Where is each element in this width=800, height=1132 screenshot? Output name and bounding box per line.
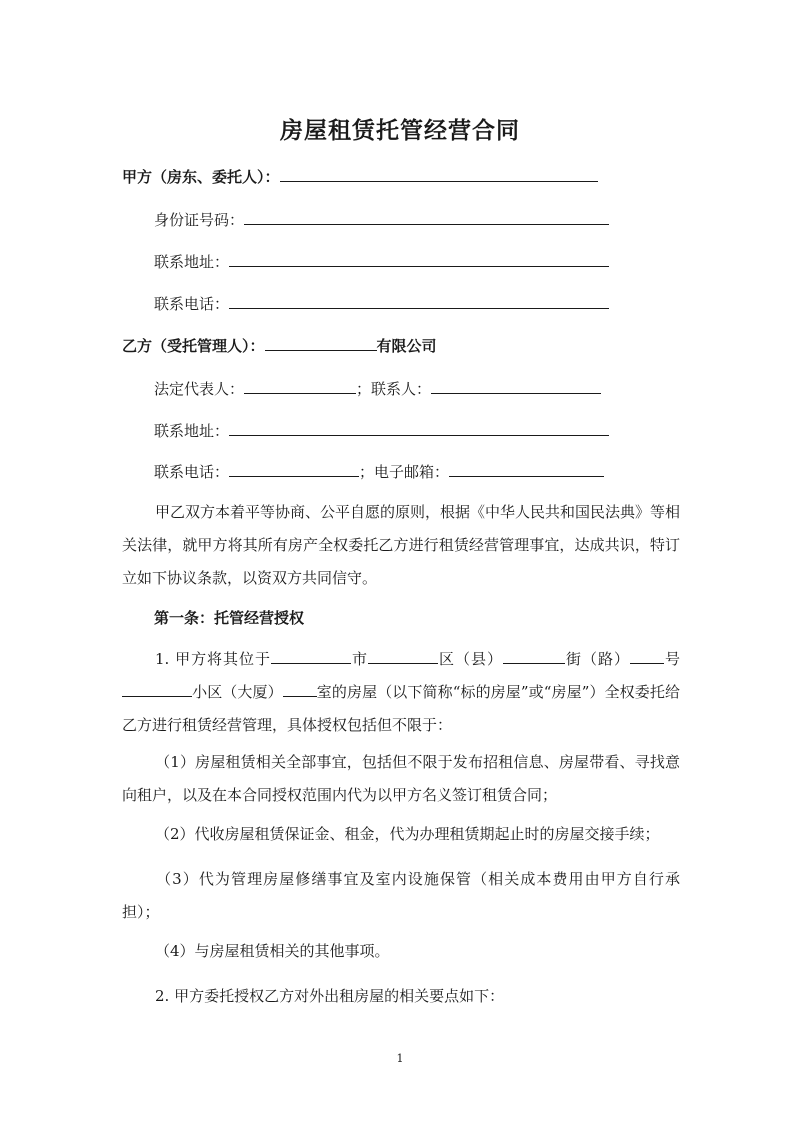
preamble-text: 甲乙双方本着平等协商、公平自愿的原则，根据《中华人民共和国民法典》等相关法律，就甲方将其所有房产全权委托乙方进行租赁经营管理事宜，达成共识，特订立如下协议条款，以资双方共同信守。 xyxy=(122,503,681,587)
party-a-id-line xyxy=(154,209,609,230)
clause-1-item-2 xyxy=(122,818,680,851)
street-label: 街（路） xyxy=(565,650,630,668)
clause-1-lead: 1. 甲方将其位于 xyxy=(155,650,272,668)
number-blank xyxy=(630,648,664,664)
party-b-email-label: ；电子邮箱： xyxy=(359,463,450,481)
item-1-text: （1）房屋租赁相关全部事宜，包括但不限于发布招租信息、房屋带看、寻找意向租户，以及在本合同授权范围内代为以甲方名义签订租赁合同； xyxy=(122,753,680,804)
party-a-address-blank xyxy=(229,251,609,267)
party-b-address-label: 联系地址： xyxy=(154,422,230,440)
clause-1-paragraph xyxy=(122,643,680,742)
city-blank xyxy=(271,648,351,664)
community-blank xyxy=(122,681,192,697)
party-b-contact-blank xyxy=(431,378,601,394)
party-b-legal-rep-label: 法定代表人： xyxy=(154,380,245,398)
clause-1-item-3 xyxy=(122,863,680,929)
district-label: 区（县） xyxy=(438,650,503,668)
party-b-email-blank xyxy=(449,461,604,477)
party-b-heading: 乙方（受托管理人）： xyxy=(122,337,265,355)
party-b-line xyxy=(122,335,437,356)
preamble-paragraph xyxy=(122,496,680,595)
clause-1-item-1 xyxy=(122,746,680,812)
party-a-address-label: 联系地址： xyxy=(154,253,230,271)
clause-1-rest: 室的房屋（以下简称“标的房屋”或“房屋”）全权委托给乙方进行租赁经营管理，具体授权包括但不限于： xyxy=(122,683,680,734)
street-blank xyxy=(503,648,565,664)
party-a-phone-label: 联系电话： xyxy=(154,295,230,313)
community-label: 小区（大厦） xyxy=(192,683,283,701)
document-title: 房屋租赁托管经营合同 xyxy=(280,117,520,144)
party-b-legal-rep-blank xyxy=(244,378,356,394)
party-a-name-blank xyxy=(280,166,598,182)
party-a-id-label: 身份证号码： xyxy=(154,211,245,229)
party-a-id-blank xyxy=(244,209,609,225)
city-label: 市 xyxy=(351,650,369,668)
clause-2-paragraph xyxy=(122,980,680,1013)
room-blank xyxy=(283,681,317,697)
number-label: 号 xyxy=(663,650,680,668)
article-1-heading: 第一条：托管经营授权 xyxy=(154,609,305,627)
clause-1-item-4 xyxy=(122,935,680,968)
clause-2-text: 2. 甲方委托授权乙方对外出租房屋的相关要点如下： xyxy=(155,987,505,1005)
party-b-company-suffix: 有限公司 xyxy=(376,337,437,355)
party-a-heading: 甲方（房东、委托人）： xyxy=(122,168,280,186)
party-b-phone-label: 联系电话： xyxy=(154,463,230,481)
party-a-line xyxy=(122,166,598,187)
party-b-phone-blank xyxy=(229,461,359,477)
party-b-rep-line xyxy=(154,378,601,399)
party-b-phone-line xyxy=(154,461,604,482)
party-a-phone-blank xyxy=(229,293,609,309)
page-number: 1 xyxy=(396,1052,404,1065)
party-a-phone-line xyxy=(154,293,609,314)
party-b-contact-label: ；联系人： xyxy=(356,380,432,398)
item-2-text: （2）代收房屋租赁保证金、租金，代为办理租赁期起止时的房屋交接手续； xyxy=(155,825,660,843)
party-b-company-blank xyxy=(265,335,377,351)
party-b-address-blank xyxy=(229,420,609,436)
district-blank xyxy=(368,648,438,664)
party-b-address-line xyxy=(154,420,609,441)
party-a-address-line xyxy=(154,251,609,272)
item-3-text: （3）代为管理房屋修缮事宜及室内设施保管（相关成本费用由甲方自行承担）； xyxy=(122,870,680,921)
item-4-text: （4）与房屋租赁相关的其他事项。 xyxy=(155,942,390,960)
